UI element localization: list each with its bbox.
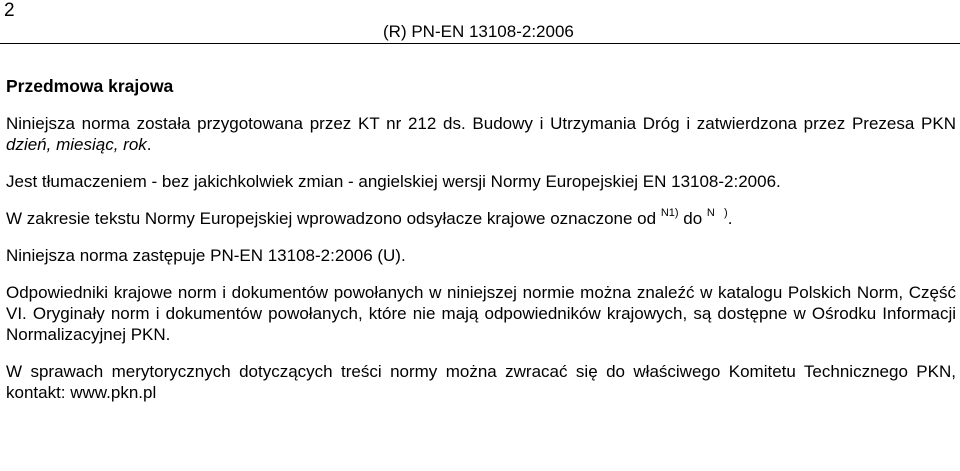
paragraph-footnotes	[6, 208, 956, 229]
footnote-marker-end: N )	[706, 207, 728, 219]
paragraph-text: Niniejsza norma została przygotowana przez KT nr 212 ds. Budowy i Utrzymania Dróg i zatwierdzona przez Prezesa PKN	[6, 114, 956, 133]
paragraph-text-mid: do	[678, 209, 707, 228]
paragraph-text: W zakresie tekstu Normy Europejskiej wprowadzono odsyłacze krajowe oznaczone od	[6, 209, 661, 228]
paragraph-end: .	[727, 209, 733, 228]
footnote-marker-start: N1)	[660, 207, 679, 219]
page-number: 2	[4, 0, 15, 21]
section-title: Przedmowa krajowa	[6, 76, 174, 96]
paragraph-equivalents: Odpowiedniki krajowe norm i dokumentów powołanych w niniejszej normie można znaleźć w katalogu Polskich Norm, Część VI. Oryginały norm i dokumentów powołanych, które nie mają odpowiedników krajowych, są dostępne w Ośrodku Informacji Normalizacyjnej PKN.	[6, 283, 956, 344]
document-body	[6, 76, 956, 403]
document-header: (R) PN-EN 13108-2:2006	[383, 22, 574, 41]
paragraph-translation: Jest tłumaczeniem - bez jakichkolwiek zmian - angielskiej wersji Normy Europejskiej EN 13108-2:2006.	[6, 172, 781, 191]
paragraph-end: .	[146, 135, 152, 154]
paragraph-replaces: Niniejsza norma zastępuje PN-EN 13108-2:2006 (U).	[6, 246, 406, 265]
date-placeholder: dzień, miesiąc, rok	[6, 135, 147, 154]
paragraph-preparation	[6, 113, 956, 155]
header-divider	[0, 43, 960, 44]
paragraph-contact: W sprawach merytorycznych dotyczących treści normy można zwracać się do właściwego Komitetu Technicznego PKN, kontakt: www.pkn.pl	[6, 362, 956, 402]
